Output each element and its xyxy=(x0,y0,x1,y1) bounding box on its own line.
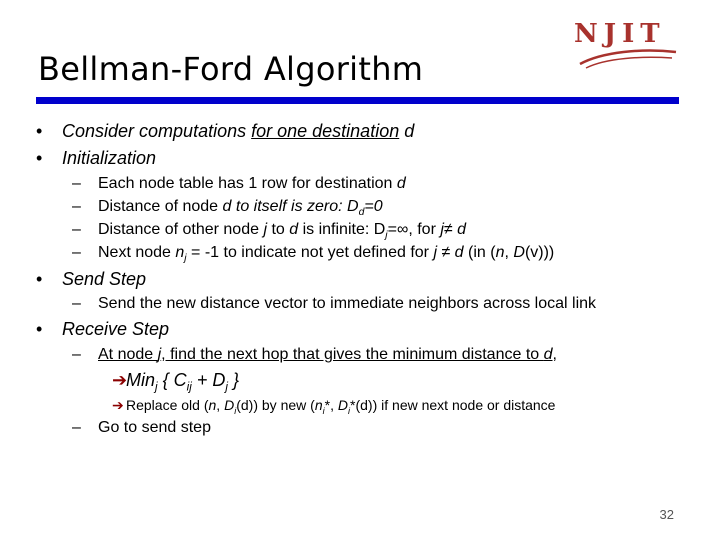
logo-swoosh-2 xyxy=(586,57,672,68)
dash-icon: – xyxy=(72,419,81,436)
dash-icon: – xyxy=(72,244,81,261)
receive-item-2: – Go to send step xyxy=(72,419,211,436)
logo-text: NJIT xyxy=(574,19,666,49)
init-item-1: – Each node table has 1 row for destination d xyxy=(72,175,406,192)
arrow-right-icon: ➔ xyxy=(112,370,128,390)
bullet-dot-icon: • xyxy=(36,269,43,289)
send-item: – Send the new distance vector to immediate neighbors across local link xyxy=(72,295,597,312)
bullet-receive-step: • Receive Step xyxy=(36,319,170,339)
init-item-2: – Distance of node d to itself is zero: $D_d=0$ xyxy=(72,198,383,219)
init-item-4: – Next node $n_j = -1$ to indicate not yet defined for j ≠ d (in (n, D(v))) xyxy=(72,244,555,265)
bullet-dot-icon: • xyxy=(36,319,43,339)
bullet-consider: • Consider computations for one destination d xyxy=(36,121,415,141)
title-underline-bar xyxy=(36,97,679,104)
dash-icon: – xyxy=(72,295,81,312)
bullet-dot-icon: • xyxy=(36,148,43,168)
bullet-initialization: • Initialization xyxy=(36,148,157,168)
min-formula: ➔Min$_j$ { $C_{ij} + D_j$ } xyxy=(112,370,239,394)
bullet-send-step: • Send Step xyxy=(36,269,147,289)
dash-icon: – xyxy=(72,198,81,215)
dash-icon: – xyxy=(72,221,81,238)
receive-item-1: – At node j, find the next hop that gives the minimum distance to d, xyxy=(72,346,557,363)
init-item-3: – Distance of other node j to d is infinite: $D_j=\infty$, for j≠ d xyxy=(72,221,467,242)
slide-title: Bellman-Ford Algorithm xyxy=(38,50,424,88)
dash-icon: – xyxy=(72,175,81,192)
dash-icon: – xyxy=(72,346,81,363)
page-number: 32 xyxy=(659,507,674,522)
njit-logo xyxy=(572,14,678,70)
arrow-right-icon: ➔ xyxy=(112,397,124,413)
bullet-dot-icon: • xyxy=(36,121,43,141)
replace-note: ➔ Replace old (n, $D_i(d)$) by new ($n_i*$, $D_i*(d)$) if new next node or distance xyxy=(112,397,556,416)
